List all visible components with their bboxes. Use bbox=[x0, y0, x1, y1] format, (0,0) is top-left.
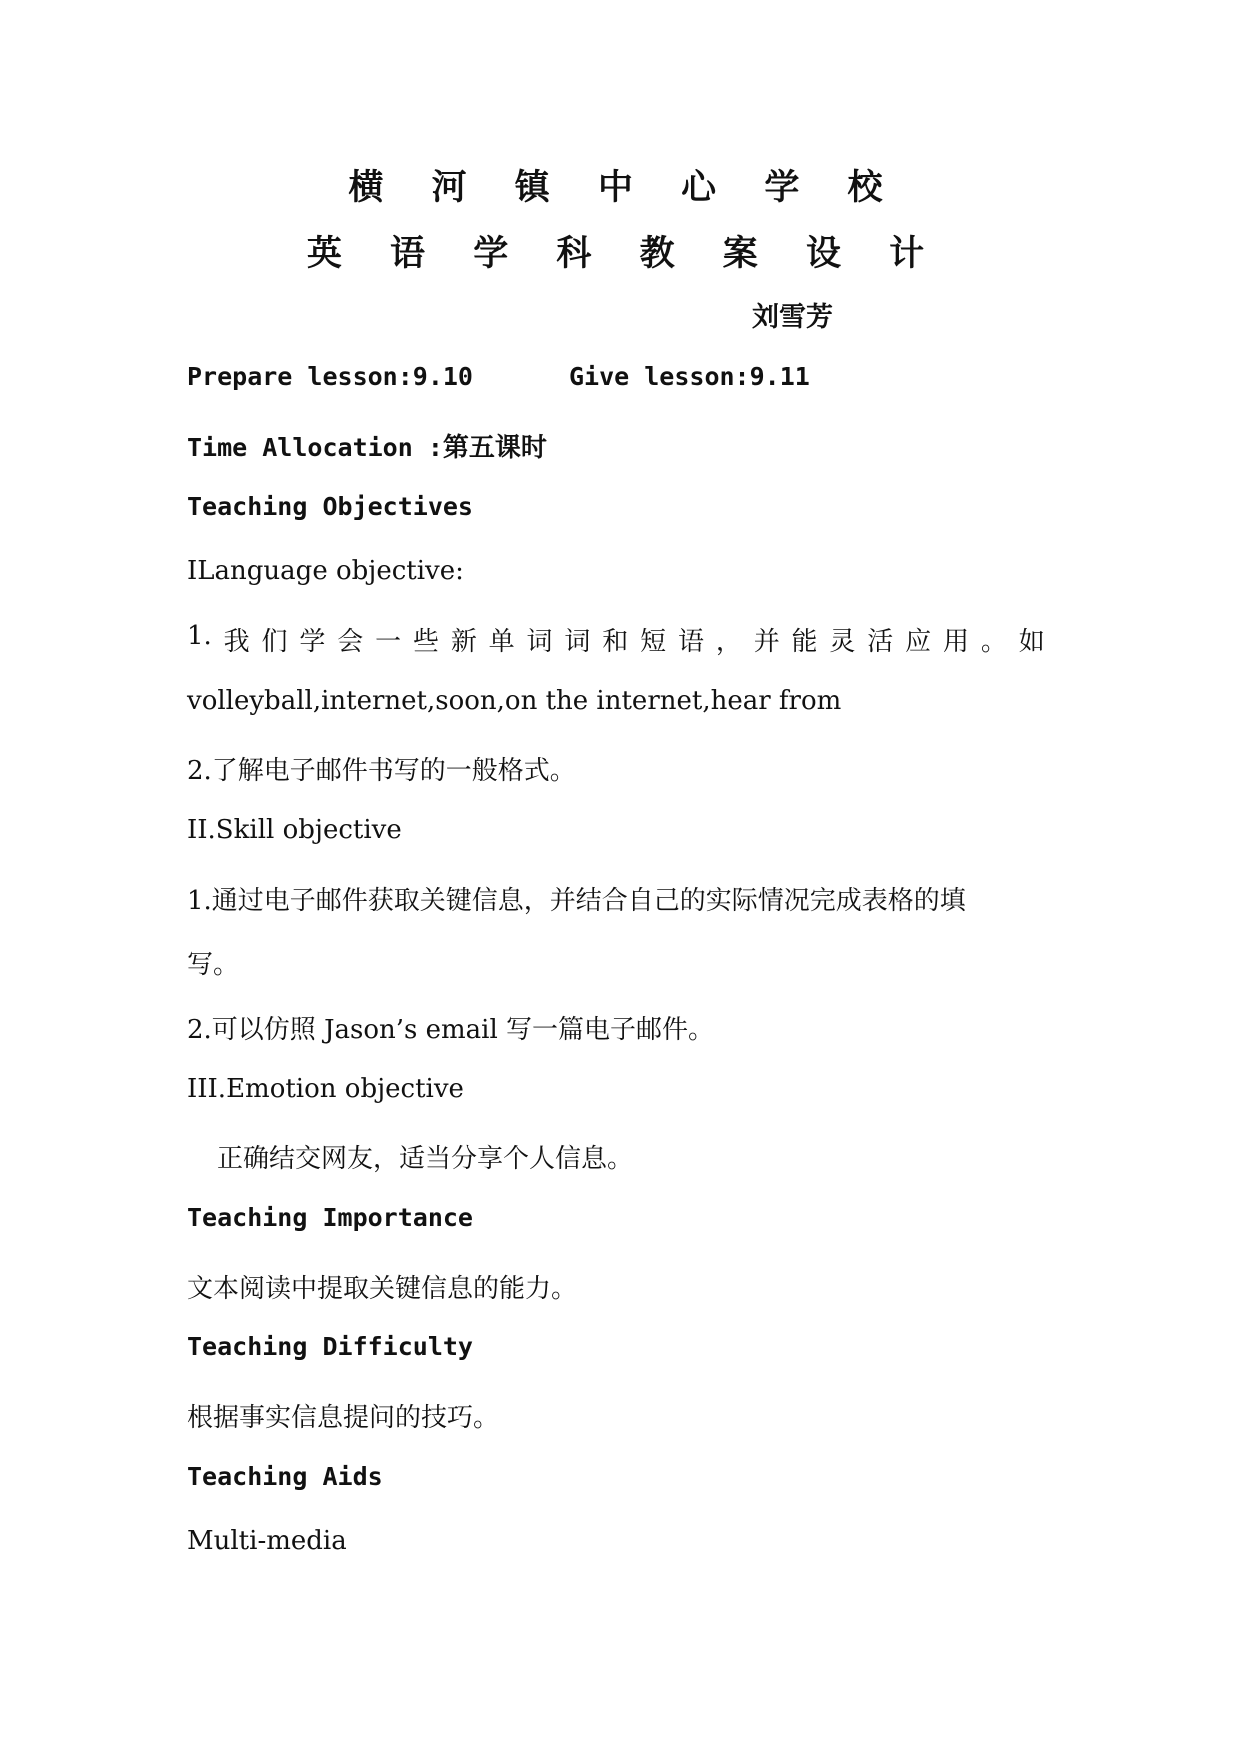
prepare-lesson-date: Prepare lesson:9.10 bbox=[187, 362, 473, 391]
language-objective-item-1-char: 新 bbox=[450, 627, 477, 657]
give-lesson-date: Give lesson:9.11 bbox=[568, 362, 810, 391]
language-objective-item-1-char: 学 bbox=[299, 627, 326, 657]
language-objective-item-1-char: 能 bbox=[791, 627, 818, 657]
language-objective-item-1-char: 们 bbox=[261, 627, 288, 657]
skill-objective-item-1-cont: 写。 bbox=[187, 950, 240, 980]
time-allocation-value: 第五课时 bbox=[442, 433, 547, 463]
language-objective-item-1-char: 我 bbox=[223, 627, 250, 657]
language-objective-item-1-char: ， bbox=[715, 627, 742, 657]
language-objective-item-1-char: 并 bbox=[753, 627, 780, 657]
time-allocation-label: Time Allocation : bbox=[187, 433, 443, 462]
teaching-aids-text: Multi-media bbox=[187, 1526, 347, 1556]
language-objective-item-1-char: 语 bbox=[677, 627, 704, 657]
teaching-aids-heading: Teaching Aids bbox=[187, 1462, 383, 1491]
emotion-objective-item-1: 正确结交网友，适当分享个人信息。 bbox=[217, 1144, 634, 1174]
language-objective-item-1-char: 。 bbox=[980, 627, 1007, 657]
language-objective-item-1-char: 灵 bbox=[829, 627, 856, 657]
skill-objective-heading: II.Skill objective bbox=[187, 815, 402, 845]
language-objective-item-1-char: 些 bbox=[412, 627, 439, 657]
language-objective-item-1-char: 1. bbox=[187, 621, 212, 651]
lesson-dates bbox=[187, 362, 810, 391]
skill-objective-item-2: 2.可以仿照 Jason’s email 写一篇电子邮件。 bbox=[187, 1015, 715, 1045]
teaching-importance-heading: Teaching Importance bbox=[187, 1203, 473, 1232]
teaching-importance-text: 文本阅读中提取关键信息的能力。 bbox=[187, 1274, 578, 1304]
language-objective-heading: ⅠLanguage objective: bbox=[187, 556, 464, 586]
teaching-objectives-heading: Teaching Objectives bbox=[187, 492, 473, 521]
language-objective-item-2: 2.了解电子邮件书写的一般格式。 bbox=[187, 756, 576, 786]
time-allocation bbox=[187, 427, 547, 464]
teaching-difficulty-heading: Teaching Difficulty bbox=[187, 1332, 473, 1361]
language-objective-item-1-char: 用 bbox=[942, 627, 969, 657]
language-objective-item-1 bbox=[187, 621, 1045, 658]
language-objective-item-1-char: 会 bbox=[337, 627, 364, 657]
document-title: 英 语 学 科 教 案 设 计 bbox=[306, 234, 943, 274]
author-name: 刘雪芳 bbox=[752, 302, 833, 333]
language-objective-item-1-char: 词 bbox=[526, 627, 553, 657]
language-objective-item-1-char: 词 bbox=[564, 627, 591, 657]
language-objective-item-1-char: 和 bbox=[602, 627, 629, 657]
school-title: 横 河 镇 中 心 学 校 bbox=[348, 168, 901, 208]
language-objective-item-1-char: 活 bbox=[867, 627, 894, 657]
language-objective-item-1-char: 短 bbox=[640, 627, 667, 657]
language-objective-item-1-char: 一 bbox=[375, 627, 402, 657]
language-objective-item-1-cont: volleyball,internet,soon,on the internet,hear from bbox=[187, 686, 842, 716]
teaching-difficulty-text: 根据事实信息提问的技巧。 bbox=[187, 1403, 500, 1433]
skill-objective-item-1: 1.通过电子邮件获取关键信息，并结合自己的实际情况完成表格的填 bbox=[187, 886, 966, 916]
emotion-objective-heading: III.Emotion objective bbox=[187, 1074, 464, 1104]
language-objective-item-1-char: 如 bbox=[1018, 627, 1045, 657]
language-objective-item-1-char: 应 bbox=[905, 627, 932, 657]
language-objective-item-1-char: 单 bbox=[488, 627, 515, 657]
